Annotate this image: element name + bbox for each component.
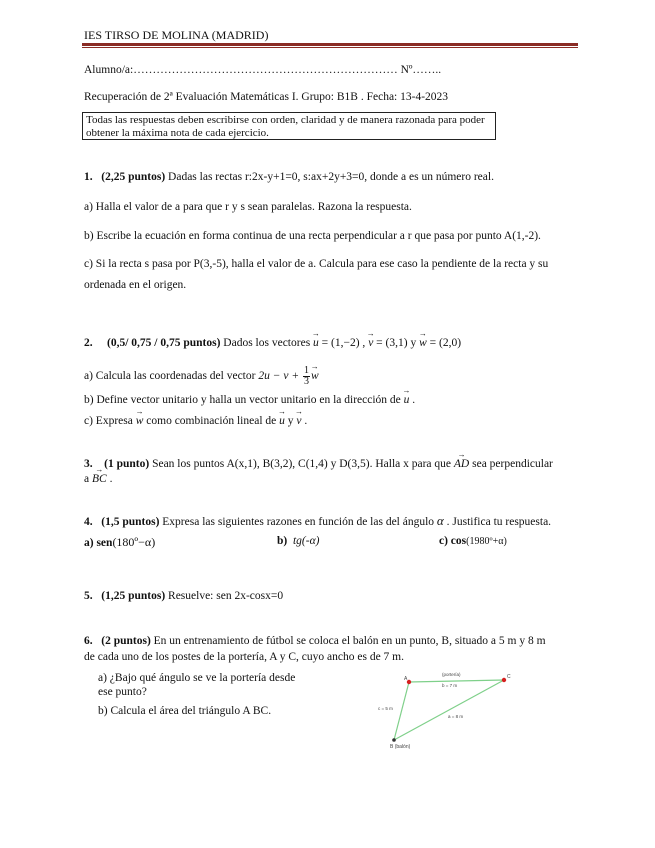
q2-w-value: = (2,0) [426,337,462,349]
q1-statement [84,171,494,183]
q1-points: (2,25 puntos) [101,171,166,183]
vector-bc: → BC [92,473,107,485]
q5-statement [84,590,283,602]
vector-u: → u [279,415,285,427]
q3-statement [84,458,553,470]
q2-b-text: b) Define vector unitario y halla un vector unitario en la dirección de [84,394,404,406]
q4-a-label: a) sen [84,537,113,549]
student-line: Alumno/a:…………………………………………………………… Nº…….. [84,64,442,76]
header-rule-thick [82,43,578,46]
q4-b-label: b) [277,535,288,547]
q3-number: 3. [84,458,93,470]
school-header: IES TIRSO DE MOLINA (MADRID) [84,28,269,42]
vector-v: → v [296,415,301,427]
q2-part-b: b) Define vector unitario y halla un vector unitario en la dirección de → u . [84,394,415,406]
q2-c-and: y [284,415,297,427]
fraction-numerator: 1 [303,365,309,376]
q2-number: 2. [84,337,93,349]
label-a: A [404,676,408,682]
q4-statement [84,513,551,529]
vector-v: → v [368,337,373,349]
vector-u: → u [313,337,319,349]
q1-part-b: b) Escribe la ecuación en forma continua de una recta perpendicular a r que pasa por punto A(1,-2). [84,230,541,242]
football-triangle-figure [366,668,526,754]
q4-part-b [277,535,319,547]
q3-points: (1 punto) [104,458,150,470]
q6-part-a-cont: ese punto? [98,686,147,698]
q4-points: (1,5 puntos) [101,516,160,528]
q6-statement-cont: de cada uno de los postes de la portería, A y C, cuyo ancho es de 7 m. [84,651,405,663]
q4-part-c [439,535,507,547]
q4-a-expression: (180º−α) [112,535,156,549]
q5-points: (1,25 puntos) [101,590,166,602]
vector-w: → w [419,337,427,349]
header-rule-thin [82,47,578,48]
label-goal: (portería) [442,672,461,677]
q6-text: En un entrenamiento de fútbol se coloca el balón en un punto, B, situado a 5 m y 8 m [150,635,546,647]
q2-a-expression: 2u − v + [258,370,302,383]
q6-points: (2 puntos) [101,635,151,647]
label-b: B (balón) [390,744,411,750]
post-c-marker [502,678,506,682]
q4-text: Expresa las siguientes razones en función de las del ángulo [159,516,437,528]
q4-c-label: c) cos [439,535,467,547]
q3-end: . [106,473,113,485]
q1-part-c: c) Si la recta s pasa por P(3,-5), halla el valor de a. Calcula para ese caso la pendiente de la recta y su [84,258,549,270]
q6-part-a: a) ¿Bajo qué ángulo se ve la portería desde [98,672,296,684]
vector-w: → w [136,415,144,427]
instructions-box: Todas las respuestas deben escribirse con orden, claridad y de manera razonada para poder obtener la máxima nota de cada ejercicio. [82,112,496,140]
vector-w: → w [311,370,319,382]
q1-part-a: a) Halla el valor de a para que r y s sean paralelas. Razona la respuesta. [84,201,412,213]
q6-statement [84,635,546,647]
alpha-symbol: α [436,513,444,528]
q6-part-b: b) Calcula el área del triángulo A BC. [98,705,272,717]
q4-b-expression: tg(-α) [292,535,320,547]
q6-number: 6. [84,635,93,647]
q5-text: Resuelve: sen 2x-cosx=0 [165,590,284,602]
label-goal-width: b = 7 m [442,683,458,688]
side-line-bc [394,680,504,740]
q4-number: 4. [84,516,93,528]
q5-number: 5. [84,590,93,602]
q3-text: Sean los puntos A(x,1), B(3,2), C(1,4) y D(3,5). Halla x para que [149,458,454,470]
q2-c-mid: como combinación lineal de [143,415,280,427]
q2-text: Dados los vectores [220,337,314,349]
q1-text: Dadas las rectas r:2x-y+1=0, s:ax+2y+3=0, donde a es un número real. [165,171,494,183]
label-c: C [507,674,511,680]
q1-number: 1. [84,171,93,183]
q4-c-expression: (1980º+α) [466,536,507,547]
vector-u: → u [404,394,410,406]
ball-b-marker [392,738,396,742]
q3-text-cont: sea perpendicular [469,458,553,470]
q2-part-a [84,366,319,387]
label-side-bc: a = 8 m [448,714,464,719]
q2-u-value: = (1,−2) , [318,337,369,349]
q2-statement [84,337,461,349]
q2-points: (0,5/ 0,75 / 0,75 puntos) [107,337,221,349]
q4-text-cont: . Justifica tu respuesta. [443,516,552,528]
side-line-ab [394,682,409,740]
q2-a-text: a) Calcula las coordenadas del vector [84,370,259,383]
post-a-marker [407,680,411,684]
q2-c-text: c) Expresa [84,415,136,427]
vector-ad: → AD [454,458,469,470]
fraction-denominator: 3 [303,376,309,387]
q4-part-a [84,535,155,550]
q3-statement-cont [84,473,112,485]
one-third-fraction [303,366,310,387]
q2-v-value: = (3,1) y [373,337,420,349]
exam-line: Recuperación de 2ª Evaluación Matemáticas I. Grupo: B1B . Fecha: 13-4-2023 [84,91,449,103]
q2-part-c: c) Expresa → w como combinación lineal de → u y → v . [84,415,307,427]
q1-part-c-cont: ordenada en el origen. [84,279,187,291]
q3-line2: a [84,473,92,485]
label-side-ab: c = 5 m [378,706,393,711]
goal-line [409,680,504,682]
